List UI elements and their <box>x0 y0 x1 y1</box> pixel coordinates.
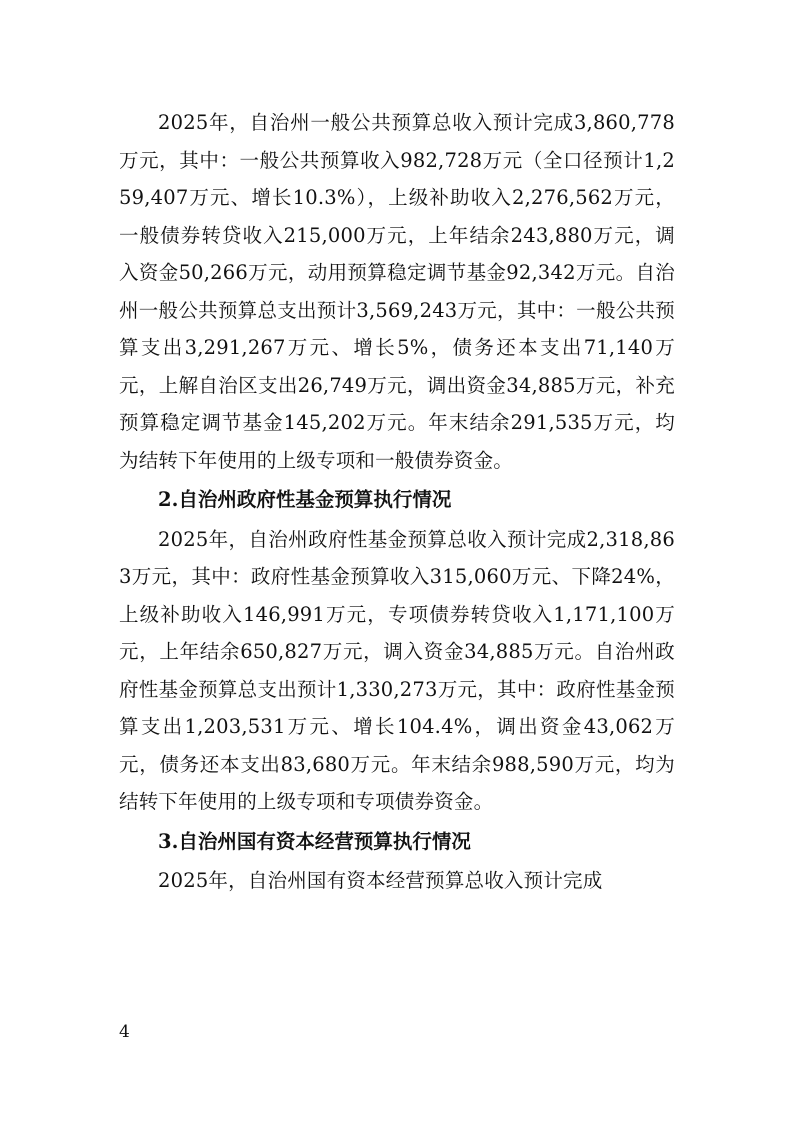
page-number: 4 <box>119 1022 130 1042</box>
page-content <box>119 104 675 900</box>
general-budget-paragraph: 2025年，自治州一般公共预算总收入预计完成3,860,778万元，其中：一般公共预算收入982,728万元（全口径预计1,259,407万元、增长10.3%），上级补助收入2,276,562万元，一般债券转贷收入215,000万元，上年结余243,880万元，调入资金50,266万元，动用预算稳定调节基金92,342万元。自治州一般公共预算总支出预计3,569,243万元，其中：一般公共预算支出3,291,267万元、增长5%，债务还本支出71,140万元，上解自治区支出26,749万元，调出资金34,885万元，补充预算稳定调节基金145,202万元。年末结余291,535万元，均为结转下年使用的上级专项和一般债券资金。 <box>119 111 675 472</box>
state-capital-budget-paragraph: 2025年，自治州国有资本经营预算总收入预计完成 <box>158 869 603 892</box>
fund-budget-heading: 2.自治州政府性基金预算执行情况 <box>158 488 452 511</box>
fund-budget-paragraph: 2025年，自治州政府性基金预算总收入预计完成2,318,863万元，其中：政府性基金预算收入315,060万元、下降24%，上级补助收入146,991万元，专项债券转贷收入1,171,100万元，上年结余650,827万元，调入资金34,885万元。自治州政府性基金预算总支出预计1,330,273万元，其中：政府性基金预算支出1,203,531万元、增长104.4%，调出资金43,062万元，债务还本支出83,680万元。年末结余988,590万元，均为结转下年使用的上级专项和专项债券资金。 <box>119 527 675 813</box>
state-capital-budget-heading: 3.自治州国有资本经营预算执行情况 <box>158 829 471 853</box>
